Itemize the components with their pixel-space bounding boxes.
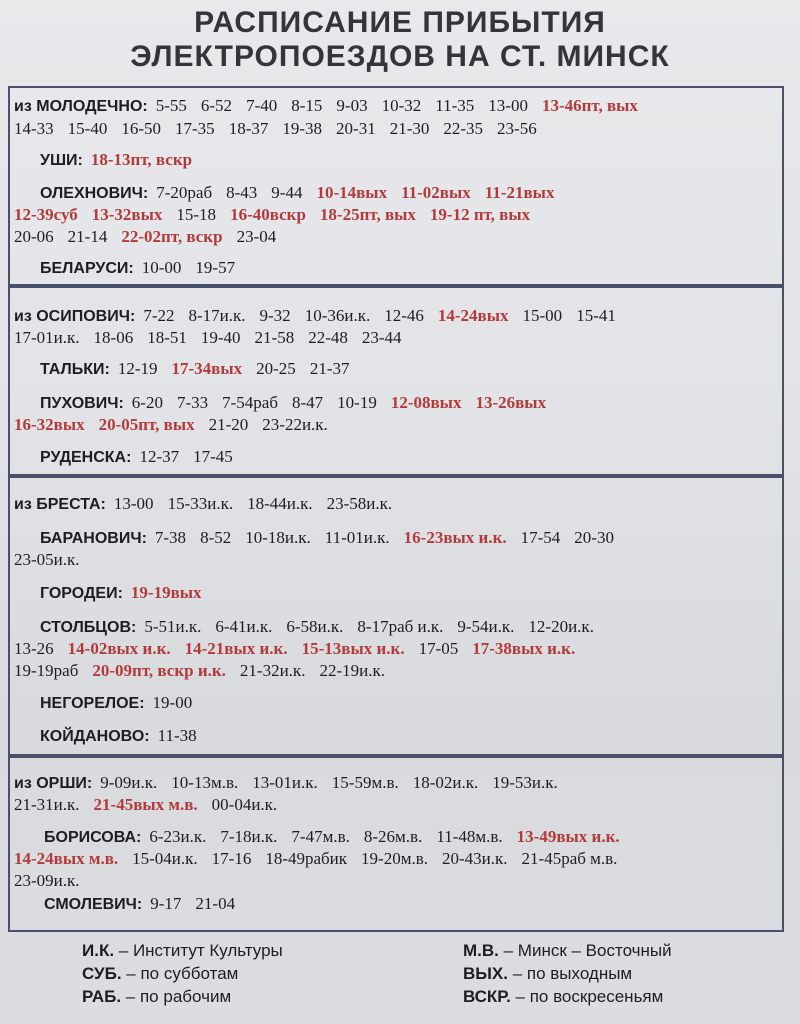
station-row [14, 773, 572, 794]
departure-time: 11-01и.к. [324, 528, 390, 547]
departure-time: 17-45 [193, 447, 233, 466]
station-name: из МОЛОДЕЧНО: [14, 98, 148, 115]
departure-time: 15-04и.к. [132, 849, 198, 868]
departure-time: 23-58и.к. [326, 494, 393, 513]
station-row [40, 393, 560, 414]
station-row [14, 494, 406, 515]
station-row [40, 617, 608, 638]
departure-time: 22-02пт, вскр [121, 227, 223, 246]
departure-time: 21-20 [208, 415, 249, 434]
departure-time: 14-21вых и.к. [184, 639, 288, 658]
departure-time: 8-52 [200, 528, 232, 547]
departure-time: 22-19и.к. [319, 661, 385, 680]
station-row [44, 894, 249, 915]
departure-time: 15-40 [67, 119, 108, 138]
departure-time: 9-44 [271, 183, 303, 202]
station-row [40, 726, 211, 747]
departure-time: 15-41 [576, 306, 616, 325]
departure-time: 11-48м.в. [436, 827, 503, 846]
continuation-row [14, 205, 544, 225]
station-name: из ОРШИ: [14, 775, 93, 792]
departure-time: 18-49рабик [265, 849, 348, 868]
legend-item: ВЫХ. – по выходным [463, 964, 633, 983]
departure-time: 8-15 [291, 96, 323, 115]
departure-time: 18-06 [93, 328, 134, 347]
departure-time: 11-35 [435, 96, 475, 115]
station-name: из БРЕСТА: [14, 496, 106, 513]
departure-time: 16-40вскр [230, 205, 306, 224]
station-row [40, 583, 216, 604]
departure-time: 7-40 [246, 96, 278, 115]
station-name: УШИ: [40, 152, 83, 169]
departure-time: 8-47 [291, 393, 324, 412]
departure-time: 16-23вых и.к. [403, 528, 507, 547]
continuation-row [14, 328, 416, 348]
departure-time: 13-26 [14, 639, 54, 658]
departure-time: 17-35 [175, 119, 215, 138]
legend-left [82, 941, 283, 1007]
departure-time: 12-19 [117, 359, 158, 378]
departure-time: 22-35 [443, 119, 484, 138]
departure-time: 21-04 [195, 894, 236, 913]
departure-time: 17-05 [418, 639, 459, 658]
departure-time: 5-55 [155, 96, 187, 115]
continuation-row [14, 639, 589, 659]
continuation-row [14, 119, 551, 139]
departure-time: 9-09и.к. [100, 773, 158, 792]
departure-time: 10-32 [381, 96, 422, 115]
departure-time: 13-26вых [475, 393, 547, 412]
legend-item: ВСКР. – по воскресеньям [463, 987, 664, 1006]
departure-time: 13-49вых и.к. [516, 827, 620, 846]
legend-item: И.К. – Институт Культуры [82, 941, 283, 960]
departure-time: 13-32вых [91, 205, 163, 224]
departure-time: 21-32и.к. [239, 661, 306, 680]
departure-time: 15-59м.в. [331, 773, 399, 792]
departure-time: 17-16 [211, 849, 252, 868]
station-row [40, 447, 247, 468]
departure-time: 13-00 [488, 96, 528, 115]
station-row [44, 827, 634, 848]
departure-time: 21-45раб м.в. [521, 849, 618, 868]
departure-time: 20-06 [14, 227, 54, 246]
station-name: ПУХОВИЧ: [40, 395, 124, 412]
departure-time: 17-34вых [171, 359, 243, 378]
legend-item: РАБ. – по рабочим [82, 987, 232, 1006]
departure-time: 23-09и.к. [14, 871, 80, 890]
departure-time: 14-02вых и.к. [67, 639, 171, 658]
station-name: ОЛЕХНОВИЧ: [40, 185, 149, 202]
station-row [40, 359, 363, 380]
departure-time: 23-56 [497, 119, 537, 138]
departure-time: 12-39суб [14, 205, 78, 224]
station-name: ГОРОДЕИ: [40, 585, 123, 602]
departure-time: 21-37 [309, 359, 350, 378]
departure-time: 19-53и.к. [492, 773, 558, 792]
continuation-row [14, 227, 290, 247]
departure-time: 18-25пт, вых [319, 205, 416, 224]
station-name: ТАЛЬКИ: [40, 361, 110, 378]
station-row [40, 258, 249, 279]
departure-time: 7-33 [176, 393, 209, 412]
departure-time: 10-36и.к. [304, 306, 371, 325]
departure-time: 14-24вых м.в. [14, 849, 119, 868]
departure-time: 10-00 [141, 258, 182, 277]
departure-time: 8-43 [226, 183, 258, 202]
legend-right [463, 941, 672, 1007]
departure-time: 16-32вых [14, 415, 85, 434]
departure-time: 17-54 [520, 528, 561, 547]
departure-time: 18-37 [228, 119, 269, 138]
departure-time: 19-40 [200, 328, 241, 347]
departure-time: 7-47м.в. [291, 827, 350, 846]
departure-time: 7-54раб [222, 393, 278, 412]
departure-time: 20-09пт, вскр и.к. [92, 661, 226, 680]
legend-item: СУБ. – по субботам [82, 964, 239, 983]
departure-time: 20-25 [256, 359, 296, 378]
departure-time: 23-22и.к. [262, 415, 328, 434]
departure-time: 6-20 [131, 393, 163, 412]
departure-time: 21-30 [389, 119, 430, 138]
section-brest [8, 476, 784, 756]
station-row [14, 306, 630, 327]
departure-time: 21-31и.к. [14, 795, 80, 814]
departure-time: 18-13пт, вскр [90, 150, 193, 169]
continuation-row [14, 849, 631, 869]
continuation-row [14, 661, 399, 681]
departure-time: 17-01и.к. [14, 328, 80, 347]
departure-time: 22-48 [308, 328, 348, 347]
departure-time: 20-43и.к. [442, 849, 508, 868]
departure-time: 19-20м.в. [361, 849, 428, 868]
departure-time: 19-19вых [130, 583, 202, 602]
departure-time: 12-08вых [390, 393, 462, 412]
departure-time: 12-46 [384, 306, 424, 325]
departure-time: 10-18и.к. [245, 528, 311, 547]
departure-time: 8-17раб и.к. [357, 617, 444, 636]
station-name: из ОСИПОВИЧ: [14, 308, 136, 325]
departure-time: 18-44и.к. [247, 494, 313, 513]
departure-time: 20-31 [336, 119, 376, 138]
departure-time: 5-51и.к. [144, 617, 202, 636]
departure-time: 18-02и.к. [412, 773, 479, 792]
departure-time: 10-14вых [316, 183, 388, 202]
departure-time: 13-01и.к. [252, 773, 318, 792]
departure-time: 20-30 [574, 528, 614, 547]
continuation-row [14, 415, 342, 435]
departure-time: 23-05и.к. [14, 550, 80, 569]
departure-time: 10-13м.в. [171, 773, 239, 792]
departure-time: 7-20раб [156, 183, 213, 202]
station-row [14, 96, 652, 117]
departure-time: 21-58 [254, 328, 295, 347]
departure-time: 20-05пт, вых [98, 415, 195, 434]
poster-title-line2: ЭЛЕКТРОПОЕЗДОВ НА СТ. МИНСК [130, 40, 670, 73]
departure-time: 23-04 [236, 227, 277, 246]
station-name: БОРИСОВА: [44, 829, 142, 846]
departure-time: 6-58и.к. [286, 617, 344, 636]
departure-time: 9-32 [259, 306, 291, 325]
departure-time: 19-12 пт, вых [429, 205, 531, 224]
departure-time: 23-44 [361, 328, 402, 347]
departure-time: 6-41и.к. [215, 617, 273, 636]
departure-time: 00-04и.к. [211, 795, 278, 814]
departure-time: 13-00 [113, 494, 154, 513]
station-name: КОЙДАНОВО: [40, 728, 150, 745]
station-row [40, 693, 206, 714]
station-name: БАРАНОВИЧ: [40, 530, 147, 547]
departure-time: 7-38 [154, 528, 187, 547]
departure-time: 11-38 [157, 726, 197, 745]
departure-time: 14-33 [14, 119, 54, 138]
station-name: СМОЛЕВИЧ: [44, 896, 143, 913]
departure-time: 19-19раб [14, 661, 79, 680]
departure-time: 9-54и.к. [457, 617, 515, 636]
continuation-row [14, 550, 94, 570]
departure-time: 14-24вых [437, 306, 509, 325]
departure-time: 10-19 [337, 393, 377, 412]
departure-time: 7-18и.к. [220, 827, 278, 846]
departure-time: 8-26м.в. [363, 827, 423, 846]
departure-time: 11-21вых [484, 183, 555, 202]
station-row [40, 150, 206, 171]
poster-title-line1: РАСПИСАНИЕ ПРИБЫТИЯ [194, 6, 606, 39]
departure-time: 19-57 [195, 258, 236, 277]
departure-time: 15-18 [176, 205, 217, 224]
continuation-row [14, 795, 291, 815]
departure-time: 8-17и.к. [188, 306, 246, 325]
departure-time: 6-52 [200, 96, 233, 115]
station-name: БЕЛАРУСИ: [40, 260, 134, 277]
continuation-row [14, 871, 94, 891]
station-name: РУДЕНСКА: [40, 449, 132, 466]
departure-time: 6-23и.к. [149, 827, 207, 846]
departure-time: 12-37 [139, 447, 180, 466]
departure-time: 16-50 [121, 119, 162, 138]
station-row [40, 528, 628, 549]
departure-time: 9-03 [336, 96, 368, 115]
departure-time: 18-51 [147, 328, 187, 347]
legend-item: М.В. – Минск – Восточный [463, 941, 672, 960]
departure-time: 13-46пт, вых [541, 96, 638, 115]
departure-time: 7-22 [143, 306, 175, 325]
departure-time: 15-13вых и.к. [301, 639, 405, 658]
departure-time: 15-33и.к. [167, 494, 234, 513]
station-name: НЕГОРЕЛОЕ: [40, 695, 145, 712]
departure-time: 19-00 [152, 693, 193, 712]
station-name: СТОЛБЦОВ: [40, 619, 137, 636]
departure-time: 17-38вых и.к. [472, 639, 576, 658]
departure-time: 9-17 [150, 894, 182, 913]
departure-time: 12-20и.к. [528, 617, 594, 636]
departure-time: 19-38 [282, 119, 323, 138]
departure-time: 11-02вых [401, 183, 471, 202]
departure-time: 21-45вых м.в. [93, 795, 198, 814]
departure-time: 21-14 [67, 227, 108, 246]
departure-time: 15-00 [522, 306, 563, 325]
station-row [40, 183, 568, 204]
